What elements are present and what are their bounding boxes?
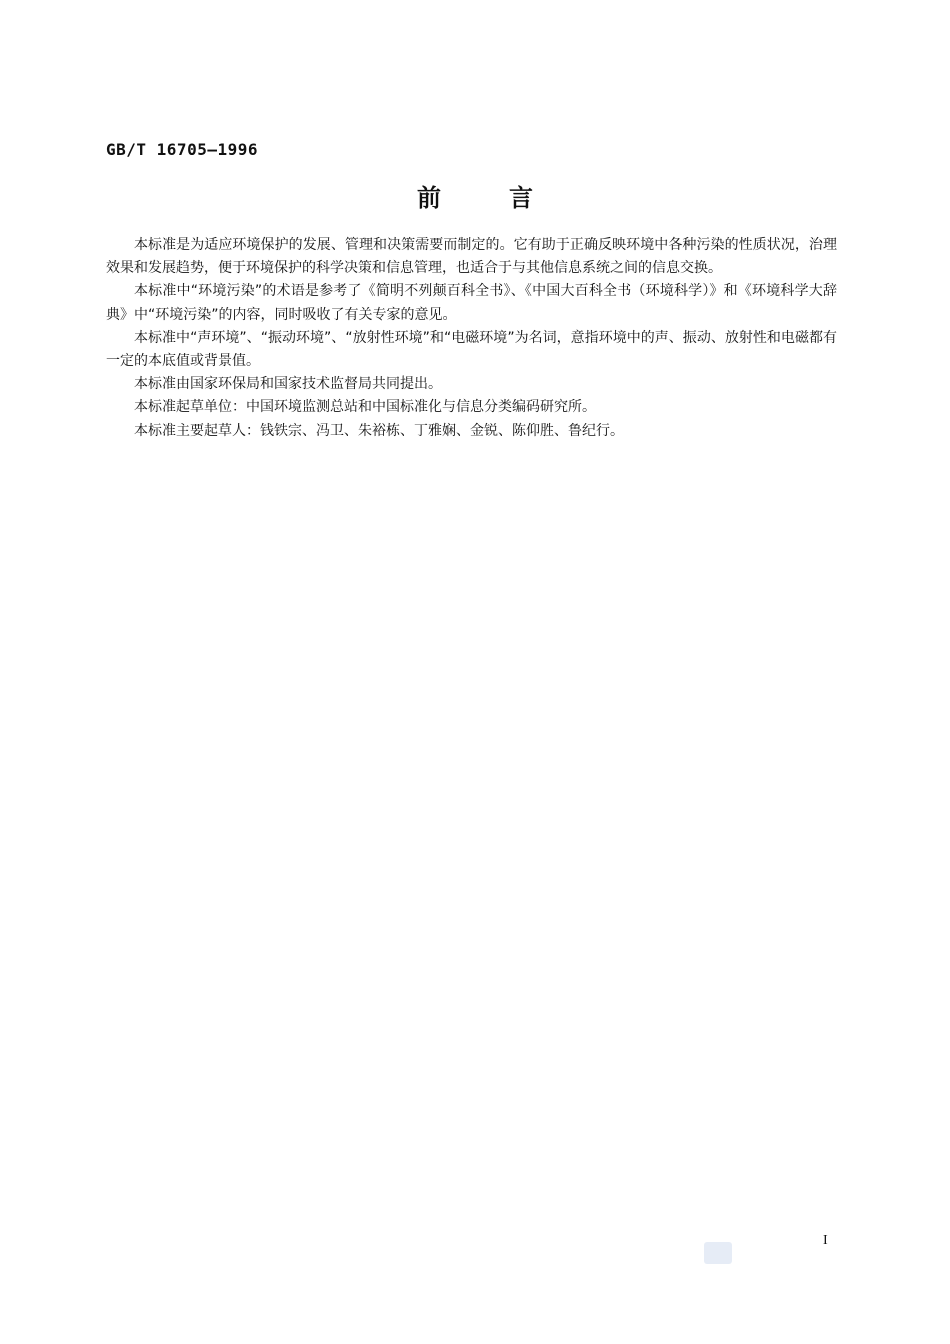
paragraph: 本标准中“环境污染”的术语是参考了《简明不列颠百科全书》、《中国大百科全书（环境科学）》和《环境科学大辞典》中“环境污染”的内容，同时吸收了有关专家的意见。 (106, 283, 837, 323)
paragraph: 本标准由国家环保局和国家技术监督局共同提出。 (134, 376, 442, 393)
foreword-body (106, 234, 837, 443)
paragraph: 本标准主要起草人：钱铁宗、冯卫、朱裕栋、丁雅娴、金锐、陈仰胜、鲁纪行。 (134, 422, 624, 439)
paragraph: 本标准起草单位：中国环境监测总站和中国标准化与信息分类编码研究所。 (134, 399, 596, 416)
standard-code: GB/T 16705—1996 (106, 140, 258, 159)
page-number: I (823, 1233, 828, 1248)
paragraph: 本标准是为适应环境保护的发展、管理和决策需要而制定的。它有助于正确反映环境中各种污染的性质状况，治理效果和发展趋势，便于环境保护的科学决策和信息管理，也适合于与其他信息系统之间的信息交换。 (106, 237, 837, 277)
watermark-logo (704, 1242, 732, 1264)
page-title: 前言 (417, 184, 601, 212)
paragraph: 本标准中“声环境”、“振动环境”、“放射性环境”和“电磁环境”为名词，意指环境中的声、振动、放射性和电磁都有一定的本底值或背景值。 (106, 329, 837, 370)
